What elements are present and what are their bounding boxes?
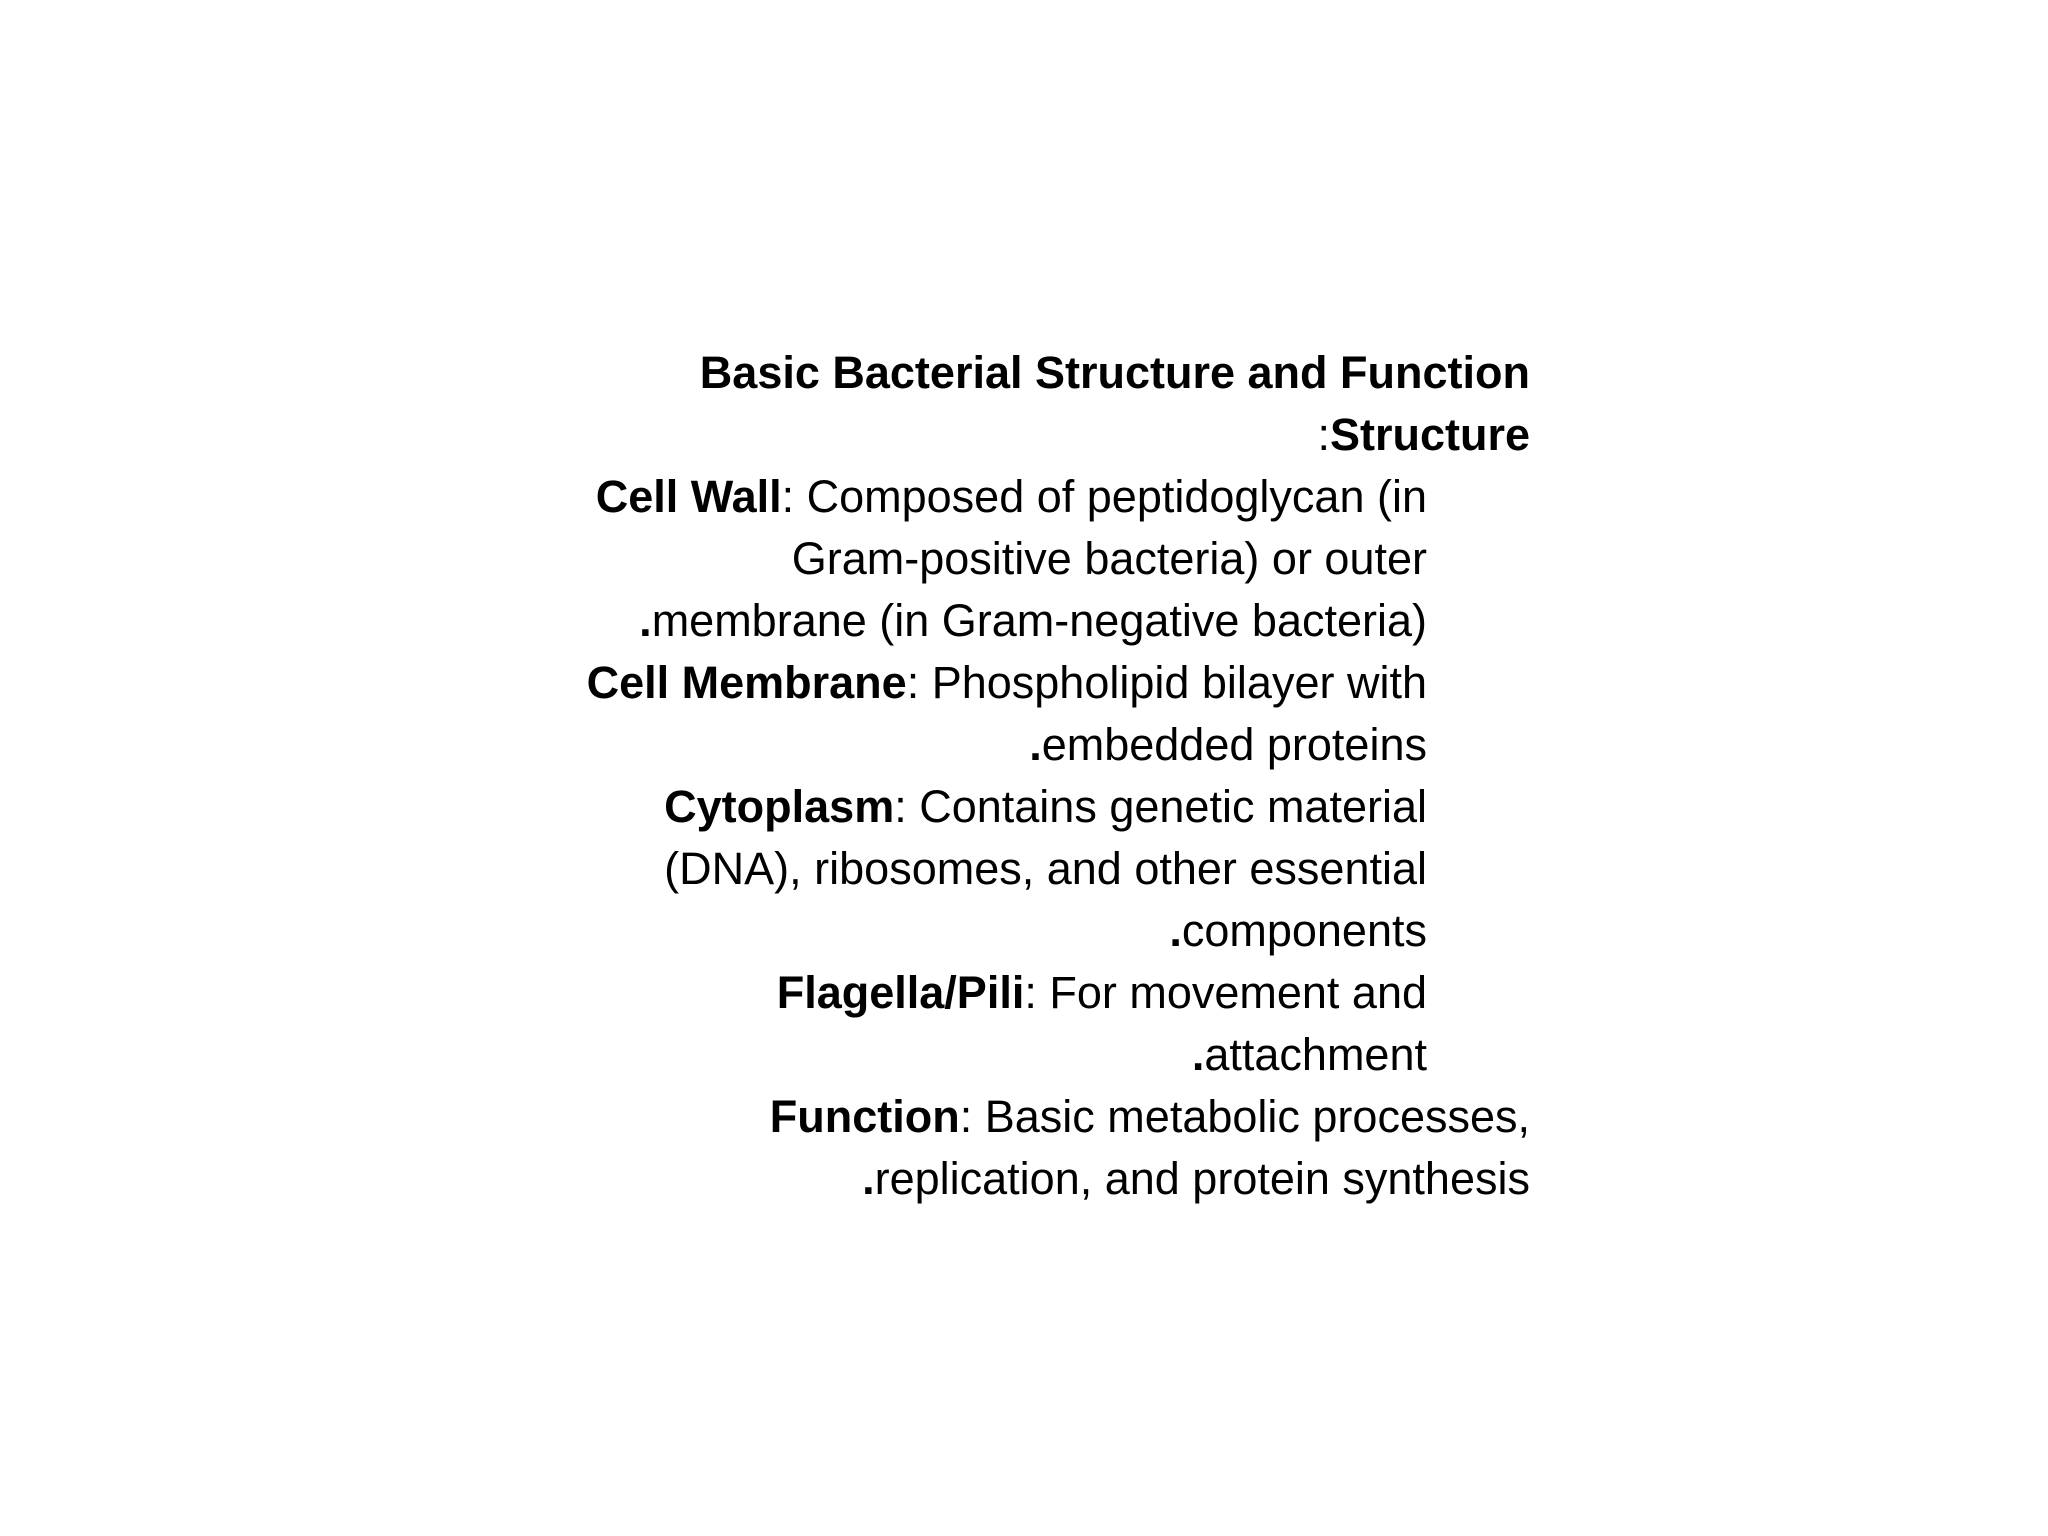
function-line-2: .replication, and protein synthesis [862, 1153, 1530, 1204]
cell-wall-line-1: Cell Wall: Composed of peptidoglycan (in [595, 471, 1427, 522]
cell-membrane-line-2: .embedded proteins [1029, 719, 1427, 770]
function-line-1: Function: Basic metabolic processes, [769, 1091, 1530, 1142]
cell-wall-line-2: Gram-positive bacteria) or outer [791, 533, 1427, 584]
cell-membrane-line-1: Cell Membrane: Phospholipid bilayer with [586, 657, 1427, 708]
page-title: Basic Bacterial Structure and Function [699, 347, 1530, 398]
slide-text-block [500, 342, 1530, 1210]
cell-wall-term: Cell Wall [595, 471, 782, 522]
cytoplasm-term: Cytoplasm [664, 781, 895, 832]
structure-heading-text: Structure [1329, 409, 1530, 460]
structure-colon: : [1317, 409, 1330, 460]
function-term: Function [769, 1091, 960, 1142]
cell-wall-line-3: .membrane (in Gram-negative bacteria) [639, 595, 1427, 646]
cytoplasm-line-2: (DNA), ribosomes, and other essential [664, 843, 1427, 894]
flagella-line-2: .attachment [1191, 1029, 1427, 1080]
flagella-term: Flagella/Pili [776, 967, 1025, 1018]
cytoplasm-line-1: Cytoplasm: Contains genetic material [664, 781, 1427, 832]
flagella-line-1: Flagella/Pili: For movement and [776, 967, 1427, 1018]
cytoplasm-line-3: .components [1169, 905, 1427, 956]
cell-membrane-term: Cell Membrane [586, 657, 907, 708]
structure-heading [500, 404, 1530, 466]
